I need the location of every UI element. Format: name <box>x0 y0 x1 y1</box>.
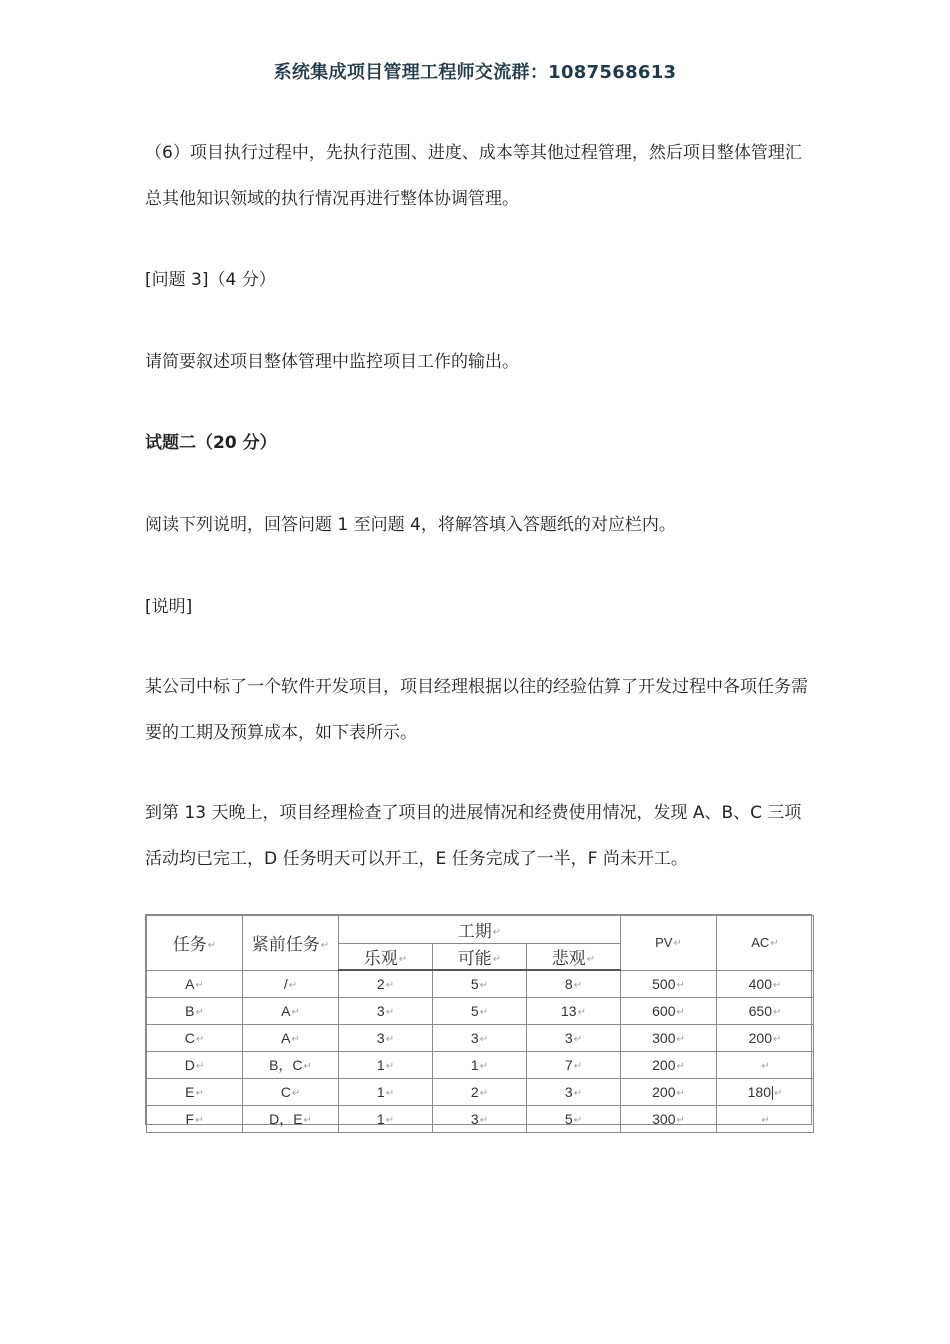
header-likely: 可能↵ <box>433 944 527 971</box>
task-table <box>145 914 812 1125</box>
paragraph-item-6: （6）项目执行过程中，先执行范围、进度、成本等其他过程管理，然后项目整体管理汇总其他知识领域的执行情况再进行整体协调管理。 <box>145 143 802 209</box>
table-cell-pv: 300↵ <box>621 1025 717 1052</box>
question-3-text: 请简要叙述项目整体管理中监控项目工作的输出。 <box>145 352 519 372</box>
table-cell-likely: 3↵ <box>433 1025 527 1052</box>
table-cell-ac: ↵ <box>717 1052 814 1079</box>
table-cell-pred: B，C↵ <box>243 1052 339 1079</box>
table-cell-ac: 200↵ <box>717 1025 814 1052</box>
table-cell-pv: 200↵ <box>621 1079 717 1106</box>
table-row <box>147 1079 814 1106</box>
table-cell-pred: C↵ <box>243 1079 339 1106</box>
table-cell-pess: 7↵ <box>527 1052 621 1079</box>
task-table-grid <box>146 915 814 1133</box>
table-cell-opt: 1↵ <box>339 1052 433 1079</box>
table-cell-task: B↵ <box>147 998 243 1025</box>
instruction-text: 阅读下列说明，回答问题 1 至问题 4，将解答填入答题纸的对应栏内。 <box>145 515 676 535</box>
table-cell-pess: 3↵ <box>527 1025 621 1052</box>
table-cell-ac: 650↵ <box>717 998 814 1025</box>
table-cell-likely: 5↵ <box>433 998 527 1025</box>
table-row <box>147 1106 814 1133</box>
table-cell-likely: 2↵ <box>433 1079 527 1106</box>
table-cell-pess: 8↵ <box>527 970 621 998</box>
table-cell-pred: /↵ <box>243 970 339 998</box>
header-pessimistic: 悲观↵ <box>527 944 621 971</box>
table-row <box>147 970 814 998</box>
text-cursor <box>772 1086 773 1100</box>
header-ac: AC↵ <box>717 916 814 971</box>
table-cell-task: F↵ <box>147 1106 243 1133</box>
table-row <box>147 1052 814 1079</box>
question-3-heading: [问题 3]（4 分） <box>145 270 276 290</box>
problem-2-heading: 试题二（20 分） <box>145 433 277 453</box>
table-cell-pess: 5↵ <box>527 1106 621 1133</box>
table-cell-pred: D，E↵ <box>243 1106 339 1133</box>
task-table-body <box>147 970 814 1133</box>
table-cell-opt: 2↵ <box>339 970 433 998</box>
table-cell-pv: 500↵ <box>621 970 717 998</box>
table-cell-task: E↵ <box>147 1079 243 1106</box>
page-header: 系统集成项目管理工程师交流群：1087568613 <box>273 62 677 83</box>
table-cell-opt: 3↵ <box>339 1025 433 1052</box>
progress-text: 到第 13 天晚上，项目经理检查了项目的进展情况和经费使用情况，发现 A、B、C 三项活动均已完工，D 任务明天可以开工，E 任务完成了一半，F 尚未开工。 <box>145 803 802 869</box>
table-row <box>147 998 814 1025</box>
table-cell-likely: 3↵ <box>433 1106 527 1133</box>
table-cell-pred: A↵ <box>243 1025 339 1052</box>
table-cell-pred: A↵ <box>243 998 339 1025</box>
table-cell-pess: 13↵ <box>527 998 621 1025</box>
header-duration: 工期↵ <box>339 916 621 944</box>
header-task: 任务↵ <box>147 916 243 971</box>
table-row <box>147 1025 814 1052</box>
header-optimistic: 乐观↵ <box>339 944 433 971</box>
table-cell-ac: 180 ↵ <box>717 1079 814 1106</box>
table-cell-pv: 300↵ <box>621 1106 717 1133</box>
explanation-text: 某公司中标了一个软件开发项目，项目经理根据以往的经验估算了开发过程中各项任务需要的工期及预算成本，如下表所示。 <box>145 677 808 743</box>
table-cell-pv: 200↵ <box>621 1052 717 1079</box>
table-cell-opt: 3↵ <box>339 998 433 1025</box>
table-cell-task: C↵ <box>147 1025 243 1052</box>
header-pv: PV↵ <box>621 916 717 971</box>
table-cell-task: A↵ <box>147 970 243 998</box>
table-cell-likely: 1↵ <box>433 1052 527 1079</box>
header-predecessor: 紧前任务↵ <box>243 916 339 971</box>
table-cell-ac: ↵ <box>717 1106 814 1133</box>
table-cell-likely: 5↵ <box>433 970 527 998</box>
explanation-heading: [说明] <box>145 597 193 617</box>
table-cell-ac: 400↵ <box>717 970 814 998</box>
table-cell-pv: 600↵ <box>621 998 717 1025</box>
table-cell-opt: 1↵ <box>339 1106 433 1133</box>
table-cell-pess: 3↵ <box>527 1079 621 1106</box>
table-cell-task: D↵ <box>147 1052 243 1079</box>
table-cell-opt: 1↵ <box>339 1079 433 1106</box>
